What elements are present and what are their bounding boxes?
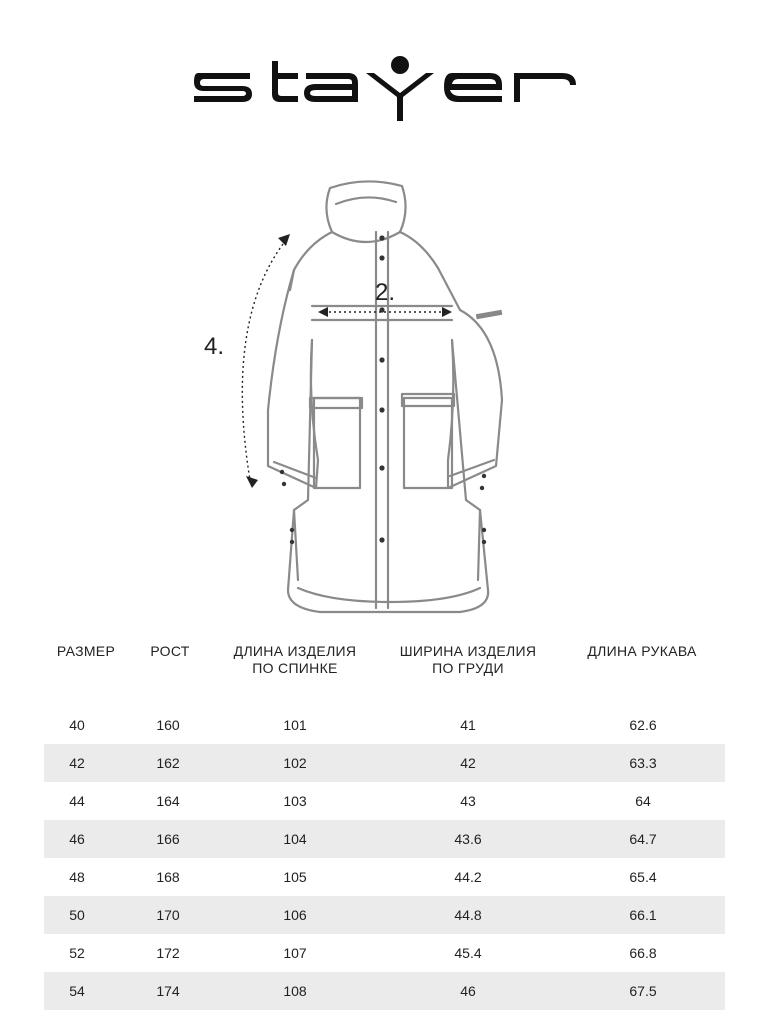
brand-logo [190,55,580,130]
header-size [44,643,128,660]
cell-size: 50 [69,907,85,923]
table-row [44,972,725,1010]
cell-chest-width: 43.6 [454,831,482,847]
cell-sleeve-length: 65.4 [629,869,657,885]
stayer-logo-graphic [190,55,580,130]
cell-sleeve-length: 66.8 [629,945,657,961]
cell-chest-width: 43 [460,793,476,809]
cell-height: 170 [156,907,180,923]
table-row [44,744,725,782]
cell-sleeve-length: 67.5 [629,983,657,999]
cell-size: 52 [69,945,85,961]
header-chest-width-line2: ПО ГРУДИ [432,660,504,676]
cell-size: 42 [69,755,85,771]
cell-height: 174 [156,983,180,999]
cell-sleeve-length: 63.3 [629,755,657,771]
size-table-header [0,643,768,693]
chest-measure-label: 2. [375,279,396,306]
header-back-length [220,643,370,677]
header-sleeve-length [572,643,712,660]
cell-height: 162 [156,755,180,771]
cell-height: 166 [156,831,180,847]
cell-height: 172 [156,945,180,961]
cell-back-length: 106 [283,907,307,923]
cell-size: 44 [69,793,85,809]
table-row [44,706,725,744]
cell-chest-width: 45.4 [454,945,482,961]
table-row [44,934,725,972]
cell-sleeve-length: 64 [635,793,651,809]
cell-height: 160 [156,717,180,733]
header-height-text: РОСТ [150,643,190,659]
cell-size: 46 [69,831,85,847]
header-chest-width [383,643,553,677]
cell-size: 48 [69,869,85,885]
cell-size: 54 [69,983,85,999]
table-row [44,820,725,858]
cell-sleeve-length: 62.6 [629,717,657,733]
header-height [132,643,208,660]
cell-chest-width: 44.8 [454,907,482,923]
header-chest-width-line1: ШИРИНА ИЗДЕЛИЯ [399,643,537,659]
cell-chest-width: 44.2 [454,869,482,885]
cell-back-length: 101 [283,717,307,733]
cell-chest-width: 41 [460,717,476,733]
header-back-length-line2: ПО СПИНКЕ [252,660,338,676]
cell-chest-width: 46 [460,983,476,999]
size-table [44,706,725,1010]
sleeve-measure-label: 4. [204,333,225,360]
cell-sleeve-length: 64.7 [629,831,657,847]
cell-size: 40 [69,717,85,733]
table-row [44,858,725,896]
table-row [44,896,725,934]
cell-back-length: 103 [283,793,307,809]
parka-sketch [190,170,530,630]
cell-back-length: 102 [283,755,307,771]
cell-back-length: 105 [283,869,307,885]
cell-back-length: 107 [283,945,307,961]
cell-back-length: 108 [283,983,307,999]
header-back-length-line1: ДЛИНА ИЗДЕЛИЯ [233,643,357,659]
cell-sleeve-length: 66.1 [629,907,657,923]
cell-back-length: 104 [283,831,307,847]
header-sleeve-length-text: ДЛИНА РУКАВА [587,643,697,659]
cell-chest-width: 42 [460,755,476,771]
cell-height: 168 [156,869,180,885]
cell-height: 164 [156,793,180,809]
header-size-text: РАЗМЕР [56,643,116,659]
garment-illustration [190,170,530,630]
table-row [44,782,725,820]
